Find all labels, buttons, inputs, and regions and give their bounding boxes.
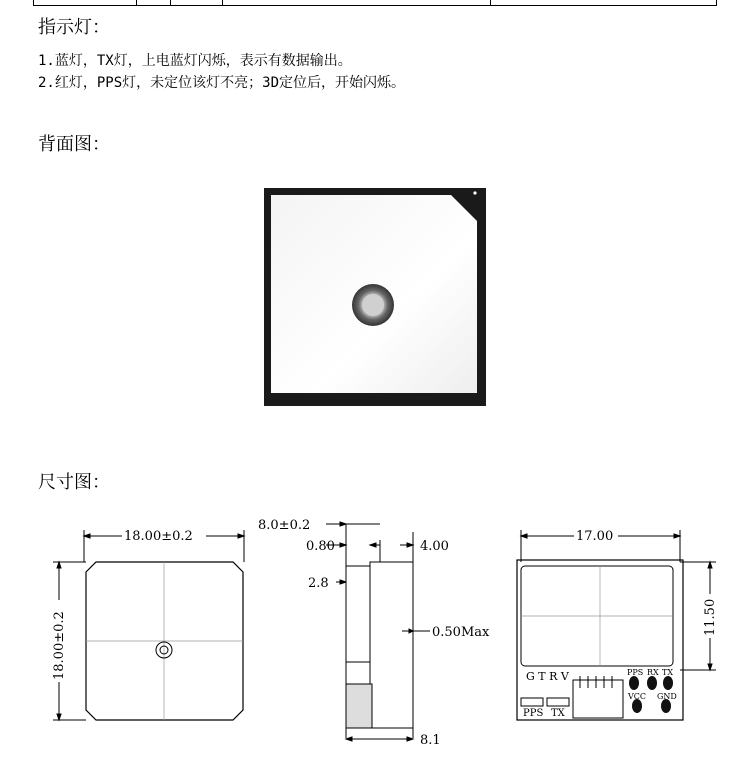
side-400-label: 4.00 [420, 539, 449, 554]
dimension-heading: 尺寸图： [38, 472, 110, 493]
side-total-label: 8.0±0.2 [258, 518, 311, 533]
pin-labels: G T R V [526, 670, 569, 683]
side-view [326, 522, 430, 741]
front-view [53, 530, 244, 720]
pps-pad-label: PPS [627, 668, 644, 677]
front-width-label: 18.00±0.2 [124, 529, 193, 544]
tx-pad-label: TX [662, 668, 674, 677]
tx-led-label: TX [551, 708, 565, 719]
indicator-line-1: 1.蓝灯，TX灯，上电蓝灯闪烁，表示有数据输出。 [38, 53, 352, 69]
pcb-view [517, 530, 716, 720]
indicator-line-2: 2.红灯，PPS灯，未定位该灯不亮；3D定位后，开始闪烁。 [38, 75, 405, 91]
pps-led-label: PPS [523, 708, 544, 719]
back-view-heading: 背面图： [38, 134, 110, 155]
indicator-heading: 指示灯： [38, 17, 110, 38]
antenna-back-image [264, 188, 486, 406]
pcb-width-label: 17.00 [576, 529, 614, 544]
side-080-label: 0.80 [306, 539, 335, 554]
side-28-label: 2.8 [308, 576, 329, 591]
gnd-pad-label: GND [657, 692, 677, 701]
table-bottom-border [33, 0, 717, 6]
vcc-pad-label: VCC [628, 692, 647, 701]
dimension-drawing [0, 500, 750, 759]
rx-pad-label: RX [647, 668, 659, 677]
front-height-label: 18.00±0.2 [52, 611, 67, 680]
side-81-label: 8.1 [420, 733, 441, 748]
pcb-height-label: 11.50 [703, 598, 718, 636]
side-050max-label: 0.50Max [432, 625, 490, 640]
